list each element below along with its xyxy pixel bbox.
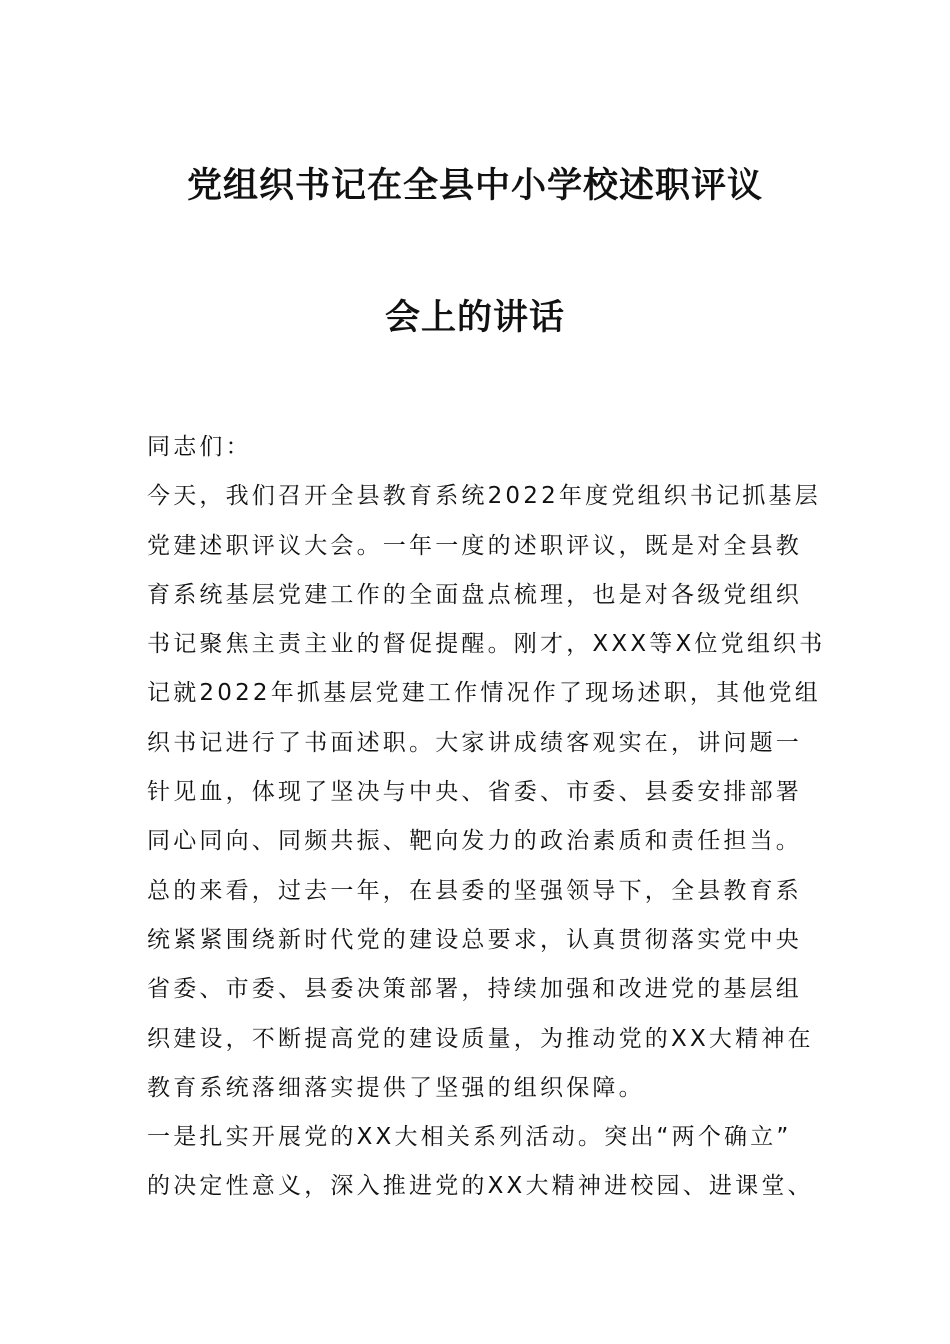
body-line: 织建设，不断提高党的建设质量，为推动党的XX大精神在	[147, 1025, 814, 1052]
body-line: 针见血，体现了坚决与中央、省委、市委、县委安排部署	[147, 779, 802, 806]
body-line: 统紧紧围绕新时代党的建设总要求，认真贯彻落实党中央	[147, 926, 802, 953]
document-title-line-2: 会上的讲话	[384, 298, 565, 338]
body-line: 总的来看，过去一年，在县委的坚强领导下，全县教育系	[147, 877, 802, 904]
body-line: 育系统基层党建工作的全面盘点梳理，也是对各级党组织	[147, 581, 802, 608]
body-line: 一是扎实开展党的XX大相关系列活动。突出“两个确立”	[147, 1124, 792, 1151]
document-title-line-1: 党组织书记在全县中小学校述职评议	[186, 166, 763, 206]
body-line: 的决定性意义，深入推进党的XX大精神进校园、进课堂、	[147, 1173, 814, 1200]
body-line: 记就2022年抓基层党建工作情况作了现场述职，其他党组	[147, 680, 821, 707]
document-body	[147, 423, 826, 1212]
body-line: 省委、市委、县委决策部署，持续加强和改进党的基层组	[147, 976, 802, 1003]
salutation: 同志们：	[147, 434, 252, 460]
body-line: 书记聚焦主责主业的督促提醒。刚才，XXX等X位党组织书	[147, 631, 826, 658]
body-line: 今天，我们召开全县教育系统2022年度党组织书记抓基层	[147, 483, 821, 510]
body-line: 党建述职评议大会。一年一度的述职评议，既是对全县教	[147, 532, 802, 559]
body-line: 织书记进行了书面述职。大家讲成绩客观实在，讲问题一	[147, 729, 802, 756]
body-line: 教育系统落细落实提供了坚强的组织保障。	[147, 1074, 645, 1101]
body-line: 同心同向、同频共振、靶向发力的政治素质和责任担当。	[147, 828, 802, 855]
